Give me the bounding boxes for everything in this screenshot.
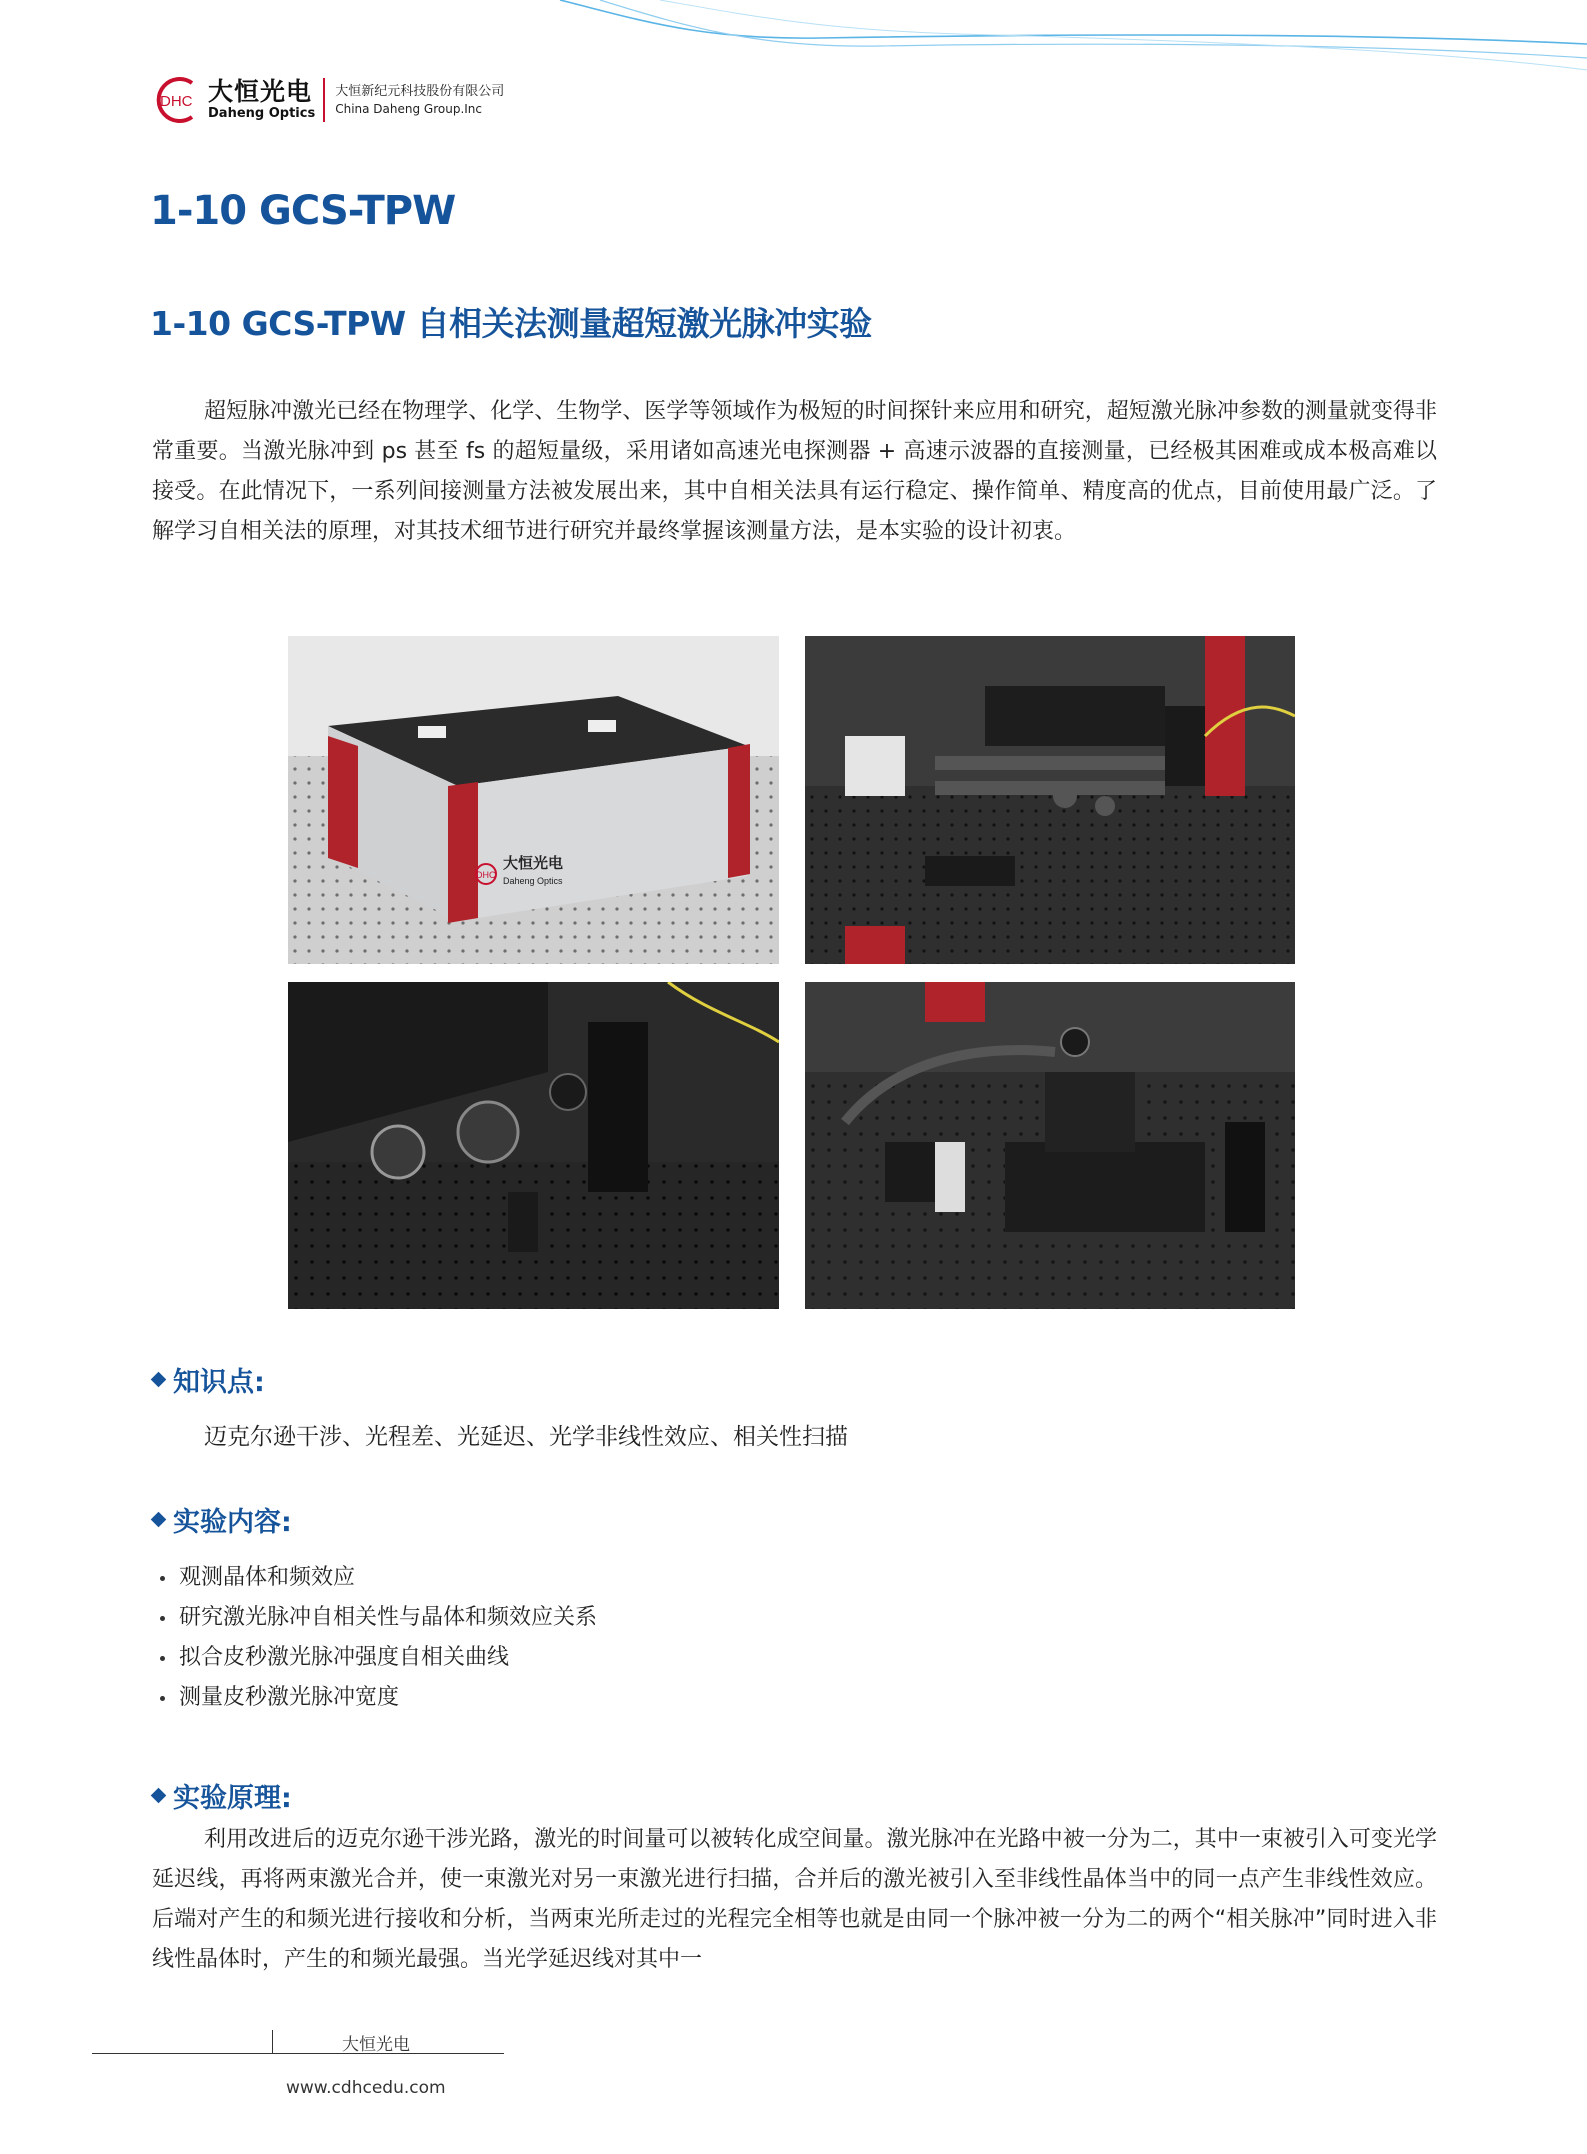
company-name-en: China Daheng Group.Inc <box>335 102 483 116</box>
logo-divider <box>323 78 325 122</box>
experiment-content-list <box>158 1558 597 1718</box>
principle-paragraph: 利用改进后的迈克尔逊干涉光路，激光的时间量可以被转化成空间量。激光脉冲在光路中被一分为二，其中一束被引入可变光学延迟线，再将两束激光合并，使一束激光对另一束激光进行扫描，合并后的激光被引入至非线性晶体当中的同一点产生非线性效应。后端对产生的和频光进行接收和分析，当两束光所走过的光程完全相等也就是由同一个脉冲被一分为二的两个“相关脉冲”同时进入非线性晶体时，产生的和频光最强。当光学延迟线对其中一 <box>152 1827 1437 1972</box>
dot-bullet-icon <box>160 1576 165 1581</box>
section-heading-content <box>150 1500 292 1539</box>
svg-text:DHC: DHC <box>160 93 193 110</box>
diamond-bullet-icon <box>151 1372 167 1388</box>
brand-name-en: Daheng Optics <box>208 106 316 121</box>
list-item: 测量皮秒激光脉冲宽度 <box>158 1678 597 1718</box>
section-heading-text: 实验原理: <box>173 1783 292 1814</box>
knowledge-points-text: 迈克尔逊干涉、光程差、光延迟、光学非线性效应、相关性扫描 <box>204 1424 848 1450</box>
list-item: 观测晶体和频效应 <box>158 1558 597 1598</box>
photo-optical-setup-overview <box>805 636 1295 964</box>
diamond-bullet-icon <box>151 1512 167 1528</box>
svg-text:大恒光电: 大恒光电 <box>503 855 564 872</box>
photo-delay-line-stage <box>805 982 1295 1309</box>
company-logo <box>148 72 504 128</box>
brand-name-cn: 大恒光电 <box>208 77 313 106</box>
list-item: 研究激光脉冲自相关性与晶体和频效应关系 <box>158 1598 597 1638</box>
footer-website-link[interactable]: www.cdhcedu.com <box>286 2078 446 2098</box>
footer-brand: 大恒光电 <box>342 2035 410 2055</box>
section-heading-text: 实验内容: <box>173 1507 292 1538</box>
page-title: 1-10 GCS-TPW <box>150 188 456 234</box>
experiment-title: 1-10 GCS-TPW 自相关法测量超短激光脉冲实验 <box>150 304 872 343</box>
photo-optics-closeup <box>288 982 779 1309</box>
dhc-logo-icon <box>148 75 208 125</box>
diamond-bullet-icon <box>151 1788 167 1804</box>
svg-text:DHC: DHC <box>476 870 496 880</box>
section-heading-knowledge <box>150 1360 265 1399</box>
footer-divider-line <box>92 2053 504 2054</box>
dot-bullet-icon <box>160 1616 165 1621</box>
section-heading-text: 知识点: <box>173 1367 265 1398</box>
intro-paragraph: 超短脉冲激光已经在物理学、化学、生物学、医学等领域作为极短的时间探针来应用和研究，超短激光脉冲参数的测量就变得非常重要。当激光脉冲到 ps 甚至 fs 的超短量级，采用诸如高速光电探测器 + 高速示波器的直接测量，已经极其困难或成本极高难以接受。在此情况下，一系列间接测量方法被发展出来，其中自相关法具有运行稳定、操作简单、精度高的优点，目前使用最广泛。了解学习自相关法的原理，对其技术细节进行研究并最终掌握该测量方法，是本实验的设计初衷。 <box>152 399 1437 544</box>
dot-bullet-icon <box>160 1696 165 1701</box>
company-name-cn: 大恒新纪元科技股份有限公司 <box>335 84 505 99</box>
dot-bullet-icon <box>160 1656 165 1661</box>
svg-text:Daheng Optics: Daheng Optics <box>503 876 563 886</box>
photo-instrument-box <box>288 636 779 964</box>
list-item: 拟合皮秒激光脉冲强度自相关曲线 <box>158 1638 597 1678</box>
footer-divider-tick <box>272 2030 273 2053</box>
section-heading-principle <box>150 1776 292 1815</box>
